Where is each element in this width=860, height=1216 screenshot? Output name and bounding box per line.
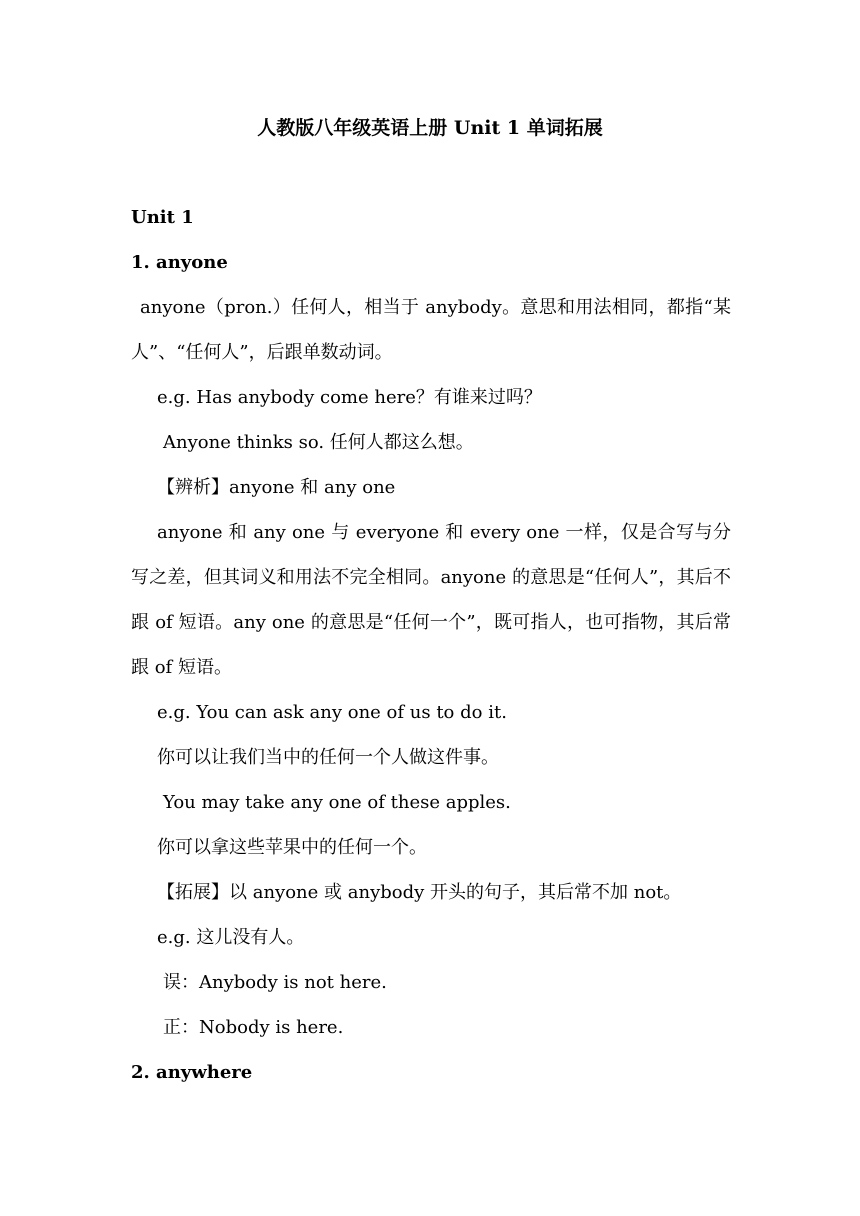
extension-example: e.g. 这儿没有人。 [157,927,305,948]
unit-heading: Unit 1 [131,207,194,228]
analysis-example-translation: 你可以拿这些苹果中的任何一个。 [157,837,427,858]
document-title: 人教版八年级英语上册 Unit 1 单词拓展 [257,117,603,139]
analysis-example-translation: 你可以让我们当中的任何一个人做这件事。 [157,747,499,768]
example-sentence: Anyone thinks so. 任何人都这么想。 [163,432,474,453]
entry-definition: anyone（pron.）任何人，相当于 anybody。意思和用法相同，都指“某人”、“任何人”，后跟单数动词。 [131,297,731,363]
entry-heading: 1. anyone [131,252,228,273]
analysis-example: e.g. You can ask any one of us to do it. [157,702,507,723]
example-sentence: e.g. Has anybody come here？有谁来过吗？ [157,387,542,408]
extension-heading: 【拓展】以 anyone 或 anybody 开头的句子，其后常不加 not。 [157,882,682,903]
extension-correct-example: 正：Nobody is here. [163,1017,344,1038]
extension-wrong-example: 误：Anybody is not here. [163,972,387,993]
entry-heading: 2. anywhere [131,1062,253,1083]
analysis-text: anyone 和 any one 与 everyone 和 every one 一样，仅是合写与分写之差，但其词义和用法不完全相同。anyone 的意思是“任何人”，其后不跟 of 短语。any one 的意思是“任何一个”，既可指人，也可指物，其后常跟 of 短语。 [131,522,731,678]
analysis-example: You may take any one of these apples. [163,792,511,813]
analysis-heading: 【辨析】anyone 和 any one [157,477,396,498]
